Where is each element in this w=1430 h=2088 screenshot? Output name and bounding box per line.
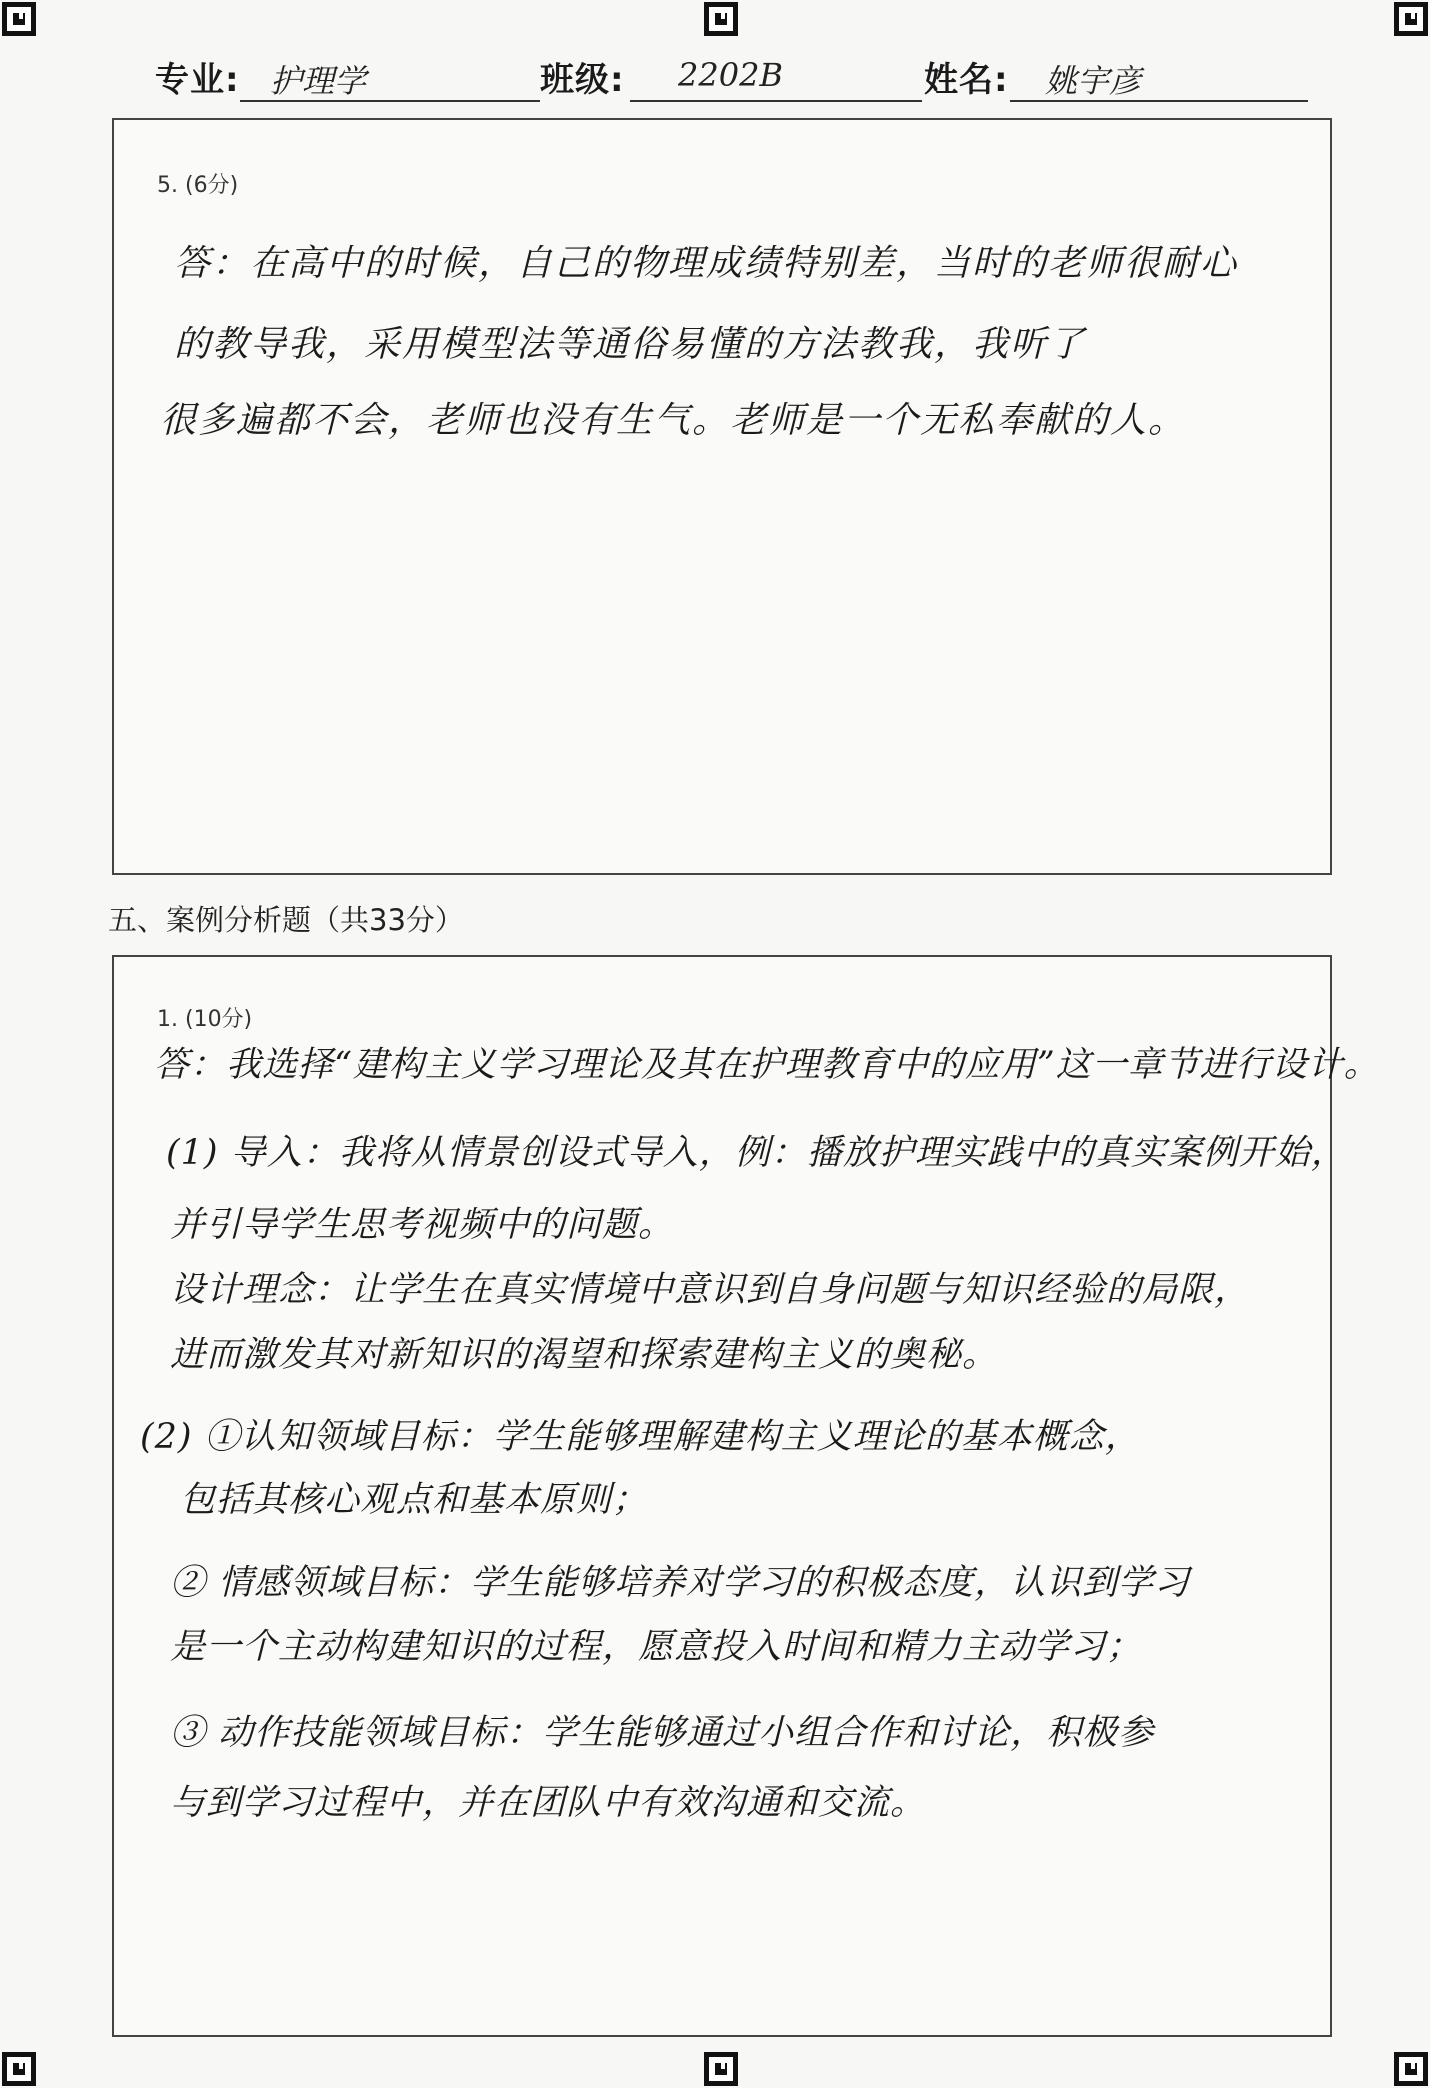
- name-value: 姚宇彦: [1045, 62, 1142, 100]
- case1-answer-line-10: ③ 动作技能领域目标：学生能够通过小组合作和讨论，积极参: [170, 1713, 1155, 1753]
- section5-title: 五、案例分析题（共33分）: [108, 903, 464, 937]
- major-value: 护理学: [270, 62, 367, 100]
- case1-answer-line-2: (1) 导入：我将从情景创设式导入，例：播放护理实践中的真实案例开始，: [166, 1133, 1347, 1173]
- case1-answer-line-9: 是一个主动构建知识的过程，愿意投入时间和精力主动学习；: [170, 1627, 1143, 1667]
- case1-answer-line-5: 进而激发其对新知识的渴望和探索建构主义的奥秘。: [170, 1335, 999, 1375]
- case1-answer-line-4: 设计理念：让学生在真实情境中意识到自身问题与知识经验的局限，: [170, 1270, 1251, 1310]
- question5-answer-line-3: 很多遍都不会，老师也没有生气。老师是一个无私奉献的人。: [160, 400, 1187, 441]
- name-label: 姓名:: [924, 60, 1009, 100]
- name-underline: [1010, 100, 1308, 102]
- case1-answer-box: [112, 955, 1380, 2037]
- question5-answer-line-2: 的教导我，采用模型法等通俗易懂的方法教我，我听了: [174, 324, 1087, 365]
- question5-answer-box: [112, 118, 1332, 875]
- corner-marker-bottom-left: [2, 2052, 36, 2086]
- class-value: 2202B: [678, 56, 783, 94]
- case1-answer-line-7: 包括其核心观点和基本原则；: [180, 1480, 649, 1520]
- class-underline: [630, 100, 922, 102]
- case1-answer-line-11: 与到学习过程中，并在团队中有效沟通和交流。: [170, 1783, 927, 1823]
- corner-marker-bottom-right: [1394, 2052, 1428, 2086]
- case1-answer-line-8: ② 情感领域目标：学生能够培养对学习的积极态度，认识到学习: [170, 1563, 1191, 1603]
- case1-number: 1. (10分): [157, 1007, 253, 1032]
- corner-marker-top-left: [2, 2, 36, 36]
- question5-answer-line-1: 答：在高中的时候，自己的物理成绩特别差，当时的老师很耐心: [174, 243, 1239, 284]
- major-label: 专业:: [155, 60, 240, 100]
- corner-marker-top-center: [704, 2, 738, 36]
- question5-number: 5. (6分): [157, 173, 239, 198]
- case1-answer-line-1: 答：我选择“建构主义学习理论及其在护理教育中的应用”这一章节进行设计。: [154, 1045, 1380, 1085]
- major-underline: [240, 100, 540, 102]
- corner-marker-top-right: [1394, 2, 1428, 36]
- class-label: 班级:: [540, 60, 625, 100]
- case1-answer-line-6: (2) ①认知领域目标：学生能够理解建构主义理论的基本概念，: [140, 1417, 1141, 1457]
- corner-marker-bottom-center: [704, 2052, 738, 2086]
- case1-answer-line-3: 并引导学生思考视频中的问题。: [170, 1205, 675, 1245]
